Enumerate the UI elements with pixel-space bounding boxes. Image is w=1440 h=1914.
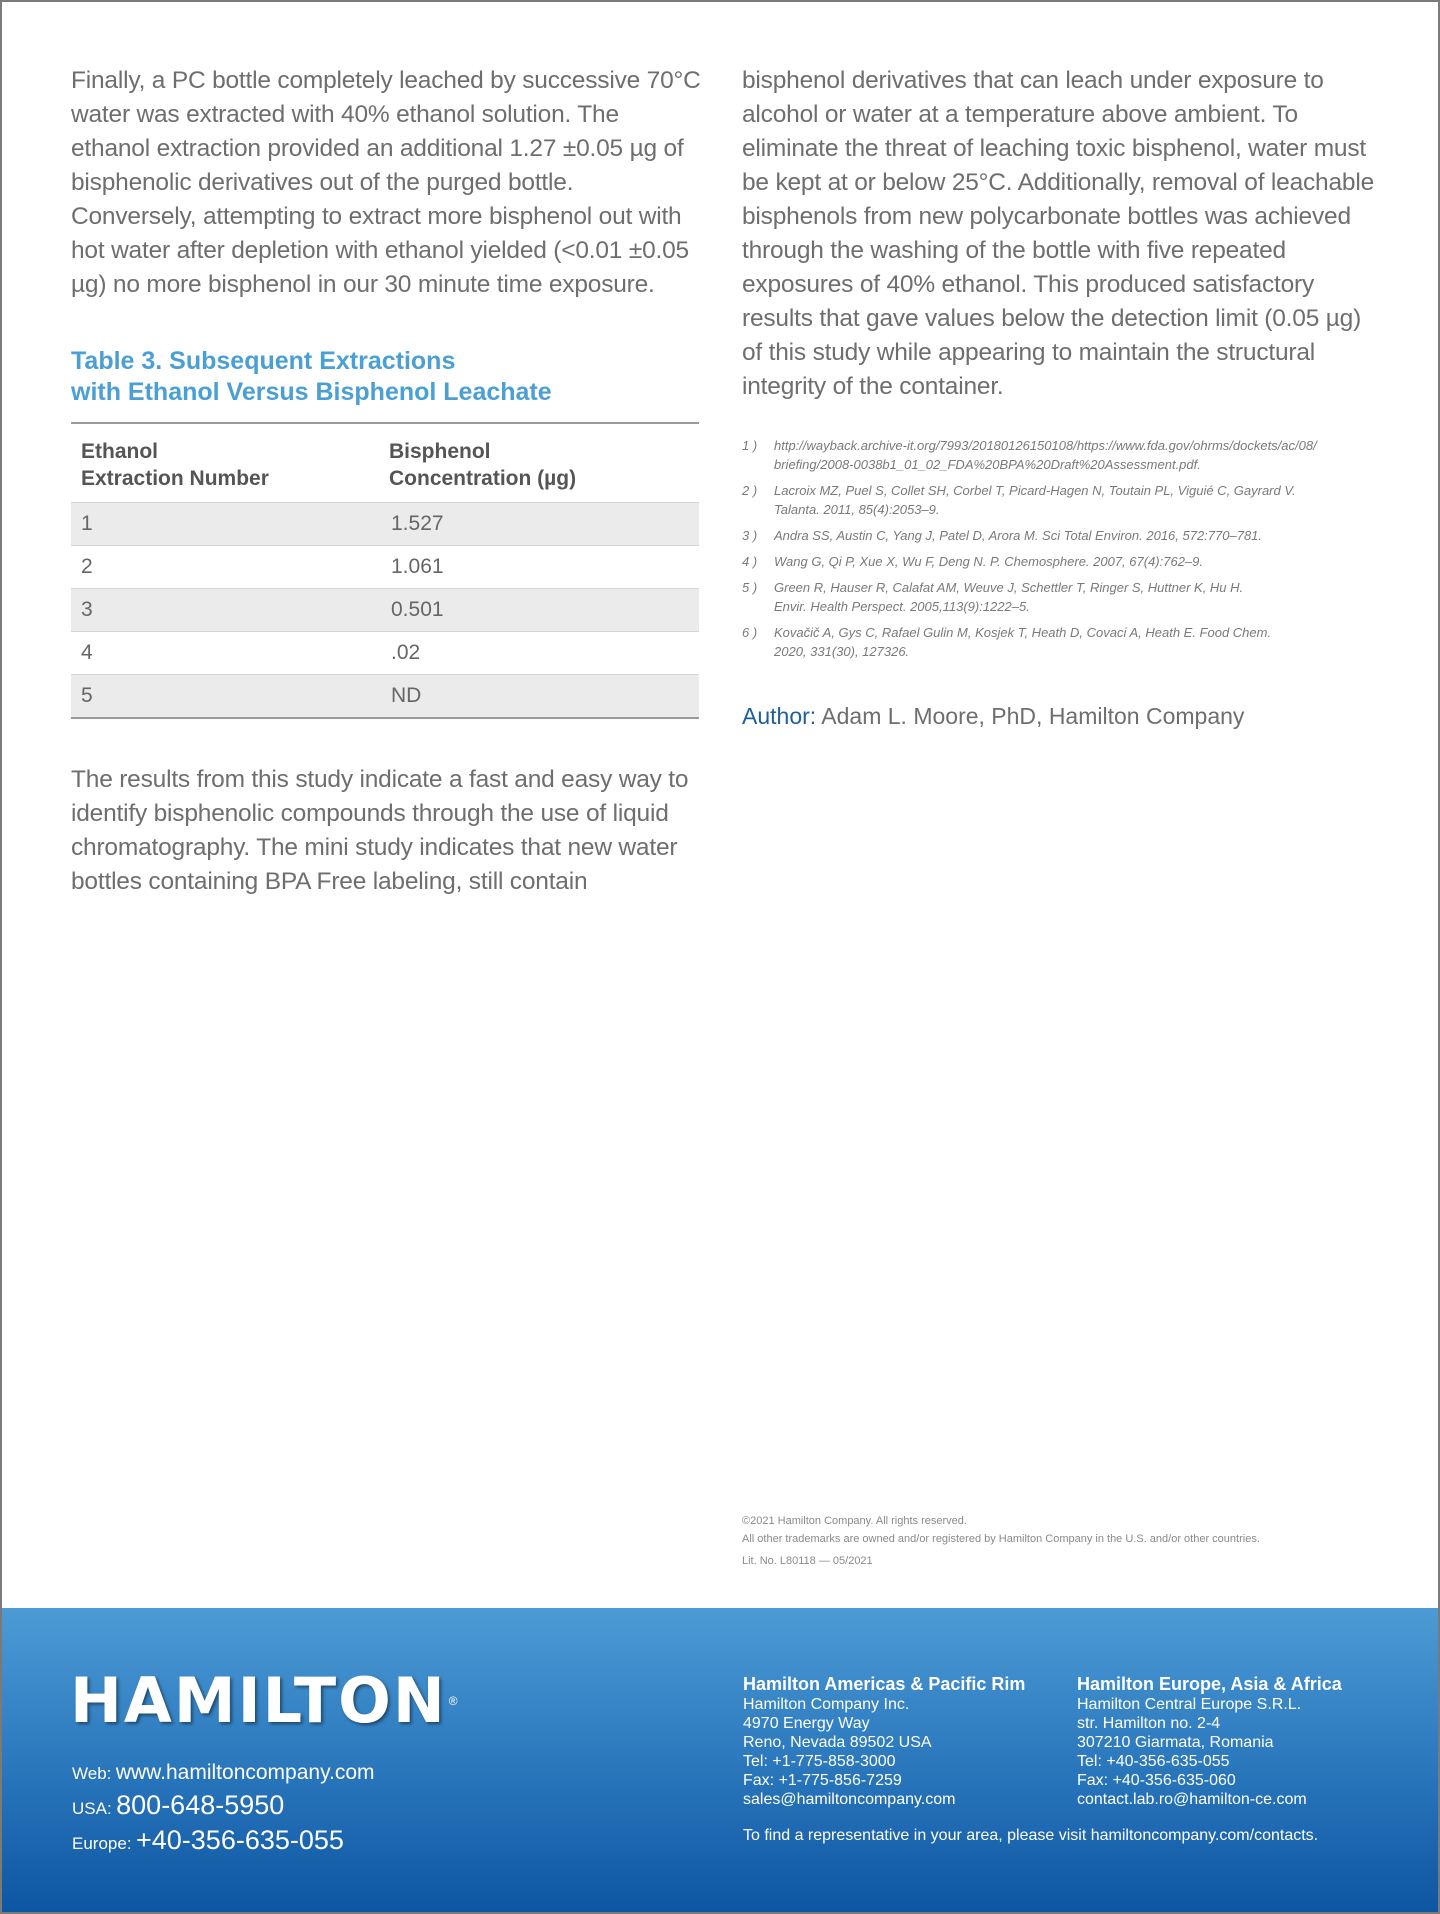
reference-line: Andra SS, Austin C, Yang J, Patel D, Arora M. Sci Total Environ. 2016, 572:770–781. [774,528,1263,543]
header-concentration [381,423,699,503]
web-label: Web: [72,1764,112,1783]
find-representative: To find a representative in your area, please visit hamiltoncompany.com/contacts. [743,1827,1319,1844]
logo-wordmark: HAMILTON [70,1664,447,1737]
table-title-line: Table 3. Subsequent Extractions [71,347,456,375]
reference-text [774,526,1382,545]
office-line: str. Hamilton no. 2-4 [1077,1715,1221,1732]
reference-text [774,436,1382,474]
reference-number: 5 ) [742,580,758,595]
usa-label: USA: [72,1799,112,1818]
copyright-text: ©2021 Hamilton Company. All rights reserved. [742,1515,967,1527]
cell-number: 3 [71,589,381,632]
office-line: Fax: +1-775-856-7259 [743,1772,902,1789]
table-row [71,632,699,675]
cell-concentration: .02 [381,632,699,675]
office-europe [1077,1675,1342,1809]
office-line: 4970 Energy Way [743,1715,870,1732]
legal-notice [742,1512,1260,1570]
office-email[interactable]: contact.lab.ro@hamilton-ce.com [1077,1791,1307,1808]
reference-number: 1 ) [742,438,758,453]
header-line: Ethanol [81,440,158,463]
office-line: Reno, Nevada 89502 USA [743,1734,932,1751]
web-link[interactable]: www.hamiltoncompany.com [115,1761,375,1784]
reference-number: 3 ) [742,528,758,543]
europe-phone: +40-356-635-055 [136,1825,344,1855]
reference-line: Lacroix MZ, Puel S, Collet SH, Corbel T, Picard-Hagen N, Toutain PL, Viguié C, Gayrard V. [774,483,1296,498]
right-column [742,64,1382,730]
reference-text [774,481,1382,519]
author-label: Author: [742,703,817,729]
table-row [71,546,699,589]
office-line: Hamilton Company Inc. [743,1696,910,1713]
cell-concentration: ND [381,675,699,719]
office-line: Fax: +40-356-635-060 [1077,1772,1236,1789]
reference-number: 2 ) [742,483,758,498]
table-header-row [71,423,699,503]
table-title-line: with Ethanol Versus Bisphenol Leachate [71,378,552,406]
europe-phone-line [72,1825,375,1860]
results-paragraph: The results from this study indicate a fast and easy way to identify bisphenolic compounds through the use of liquid chromatography. The mini study indicates that new water bottles containing BPA Free labeling, still contain [71,766,689,895]
conclusion-paragraph: bisphenol derivatives that can leach under exposure to alcohol or water at a temperature above ambient. To eliminate the threat of leaching toxic bisphenol, water must be kept at or below 25°C. Additionally, removal of leachable bisphenols from new polycarbonate bottles was achieved through the washing of the bottle with five repeated exposures of 40% ethanol. This produced satisfactory results that gave values below the detection limit (0.05 µg) of this study while appearing to maintain the structural integrity of the container. [742,67,1374,400]
footer-banner [2,1608,1438,1912]
web-line [72,1758,375,1790]
reference-line: Kovačič A, Gys C, Rafael Gulin M, Kosjek T, Heath D, Covaci A, Heath E. Food Chem. [774,625,1272,640]
reference-line: 2020, 331(30), 127326. [774,644,910,659]
reference-number: 4 ) [742,554,758,569]
reference-line: Talanta. 2011, 85(4):2053–9. [774,502,940,517]
author-line [742,703,1382,730]
references-list [742,436,1382,661]
reference-number: 6 ) [742,625,758,640]
table-row [71,675,699,719]
office-line: Tel: +40-356-635-055 [1077,1753,1230,1770]
office-email[interactable]: sales@hamiltoncompany.com [743,1791,956,1808]
usa-phone: 800-648-5950 [116,1790,285,1820]
header-line: Concentration (µg) [389,467,577,490]
reference-item [742,436,1382,474]
office-heading: Hamilton Europe, Asia & Africa [1077,1674,1342,1694]
cell-concentration: 0.501 [381,589,699,632]
reference-line: Envir. Health Perspect. 2005,113(9):1222–5. [774,599,1030,614]
office-line: Tel: +1-775-858-3000 [743,1753,896,1770]
intro-paragraph: Finally, a PC bottle completely leached by successive 70°C water was extracted with 40% ethanol solution. The ethanol extraction provided an additional 1.27 ±0.05 µg of bisphenolic derivatives out of the purged bottle. Conversely, attempting to extract more bisphenol out with hot water after depletion with ethanol yielded (<0.01 ±0.05 µg) no more bisphenol in our 30 minute time exposure. [71,67,701,298]
extraction-table [71,422,699,719]
trademark-text: All other trademarks are owned and/or registered by Hamilton Company in the U.S. and/or other countries. [742,1533,1260,1545]
cell-number: 4 [71,632,381,675]
cell-number: 1 [71,503,381,546]
table-title [71,346,701,408]
reference-text [774,623,1382,661]
table-row [71,589,699,632]
cell-number: 5 [71,675,381,719]
reference-item [742,481,1382,519]
reference-item [742,526,1382,545]
registered-mark: ® [448,1694,458,1708]
reference-line: Wang G, Qi P, Xue X, Wu F, Deng N. P. Chemosphere. 2007, 67(4):762–9. [774,554,1204,569]
reference-item [742,552,1382,571]
header-extraction-number [71,423,381,503]
author-name: Adam L. Moore, PhD, Hamilton Company [821,703,1245,729]
header-line: Extraction Number [81,467,269,490]
cell-number: 2 [71,546,381,589]
reference-text [774,578,1382,616]
cell-concentration: 1.061 [381,546,699,589]
usa-phone-line [72,1790,375,1825]
reference-line: http://wayback.archive-it.org/7993/20180126150108/https://www.fda.gov/ohrms/dockets/ac/08/ [774,438,1317,453]
office-line: 307210 Giarmata, Romania [1077,1734,1274,1751]
office-line: Hamilton Central Europe S.R.L. [1077,1696,1302,1713]
europe-label: Europe: [72,1834,132,1853]
office-heading: Hamilton Americas & Pacific Rim [743,1674,1026,1694]
table-row [71,503,699,546]
contact-info [72,1758,375,1860]
literature-number: Lit. No. L80118 — 05/2021 [742,1555,873,1567]
cell-concentration: 1.527 [381,503,699,546]
reference-text [774,552,1382,571]
reference-line: briefing/2008-0038b1_01_02_FDA%20BPA%20Draft%20Assessment.pdf. [774,457,1201,472]
hamilton-logo [70,1666,510,1736]
left-column [71,64,701,899]
reference-line: Green R, Hauser R, Calafat AM, Weuve J, Schettler T, Ringer S, Huttner K, Hu H. [774,580,1244,595]
office-americas [743,1675,1025,1809]
reference-item [742,578,1382,616]
header-line: Bisphenol [389,440,491,463]
reference-item [742,623,1382,661]
